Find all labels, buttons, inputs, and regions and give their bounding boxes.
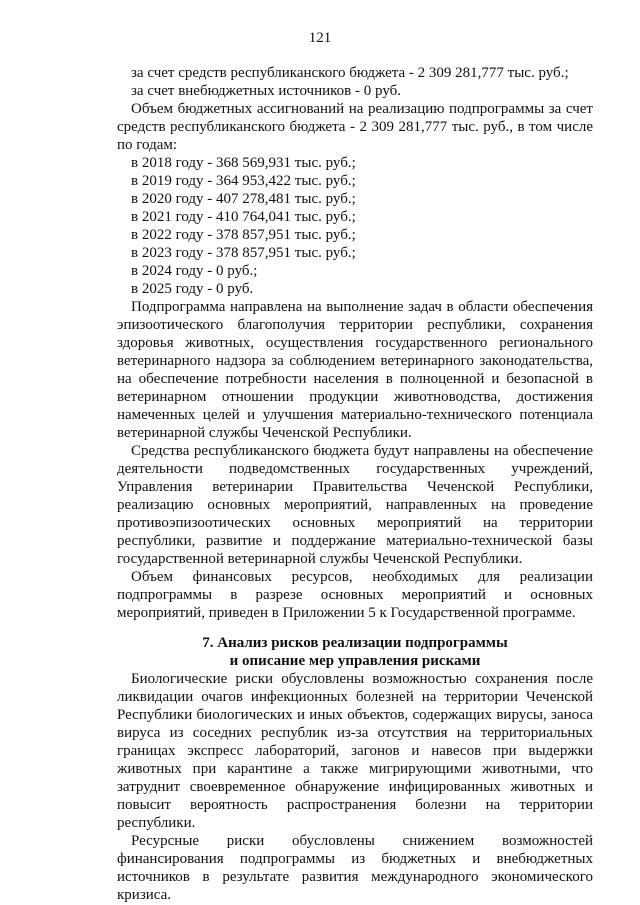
resource-risks-paragraph: Ресурсные риски обусловлены снижением возможностей финансирования подпрограммы из бюджетных и внебюджетных источников в результате развития международного экономического кризиса. xyxy=(117,833,593,903)
allocation-intro-paragraph: Объем бюджетных ассигнований на реализацию подпрограммы за счет средств республиканского бюджета - 2 309 281,777 тыс. руб., в том числе по годам: xyxy=(117,101,593,153)
biological-risks-paragraph: Биологические риски обусловлены возможностью сохранения после ликвидации очагов инфекционных болезней на территории Чеченской Республики биологических и иных объектов, содержащих вирусы, заноса вируса из соседних республик из-за отсутствия на территориальных границах экспресс лабораторий, загонов и навесов при выдержки животных при карантине а также мигрирующими животными, что затруднит своевременное обнаружение инфицированных животных и повысит вероятность распространения болезни на территории республики. xyxy=(117,671,593,831)
section-heading-line-2: и описание мер управления рисками xyxy=(229,653,481,669)
page-number: 121 xyxy=(308,30,332,46)
year-line-2019: в 2019 году - 364 953,422 тыс. руб.; xyxy=(131,173,356,189)
year-line-2021: в 2021 году - 410 764,041 тыс. руб.; xyxy=(131,209,356,225)
budget-usage-paragraph: Средства республиканского бюджета будут направлены на обеспечение деятельности подведомственных государственных учреждений, Управления ветеринарии Правительства Чеченской Республики, реализацию основных мероприятий, направленных на проведение противоэпизоотических основных мероприятий на территории республики, развитие и поддержание материально-технической базы государственной ветеринарной службы Чеченской Республики. xyxy=(117,443,593,567)
year-line-2023: в 2023 году - 378 857,951 тыс. руб.; xyxy=(131,245,356,261)
funding-line-budget: за счет средств республиканского бюджета - 2 309 281,777 тыс. руб.; xyxy=(131,65,569,81)
financial-resources-paragraph: Объем финансовых ресурсов, необходимых для реализации подпрограммы в разрезе основных мероприятий и основных мероприятий, приведен в Приложении 5 к Государственной программе. xyxy=(117,569,593,621)
year-line-2024: в 2024 году - 0 руб.; xyxy=(131,263,258,279)
subprogram-goals-paragraph: Подпрограмма направлена на выполнение задач в области обеспечения эпизоотического благополучия территории республики, сохранения здоровья животных, осуществления государственного регионального ветеринарного надзора за соблюдением ветеринарного законодательства, на обеспечение потребности населения в полноценной и безопасной в ветеринарном отношении продукции животноводства, достижения намеченных целей и улучшения материально-технического потенциала ветеринарной службы Чеченской Республики. xyxy=(117,299,593,441)
year-line-2022: в 2022 году - 378 857,951 тыс. руб.; xyxy=(131,227,356,243)
year-line-2025: в 2025 году - 0 руб. xyxy=(131,281,254,297)
year-line-2020: в 2020 году - 407 278,481 тыс. руб.; xyxy=(131,191,356,207)
year-line-2018: в 2018 году - 368 569,931 тыс. руб.; xyxy=(131,155,356,171)
section-heading-line-1: 7. Анализ рисков реализации подпрограммы xyxy=(202,635,508,651)
funding-line-extrabudget: за счет внебюджетных источников - 0 руб. xyxy=(131,83,401,99)
section-spacer xyxy=(117,622,593,634)
document-body xyxy=(117,64,593,904)
